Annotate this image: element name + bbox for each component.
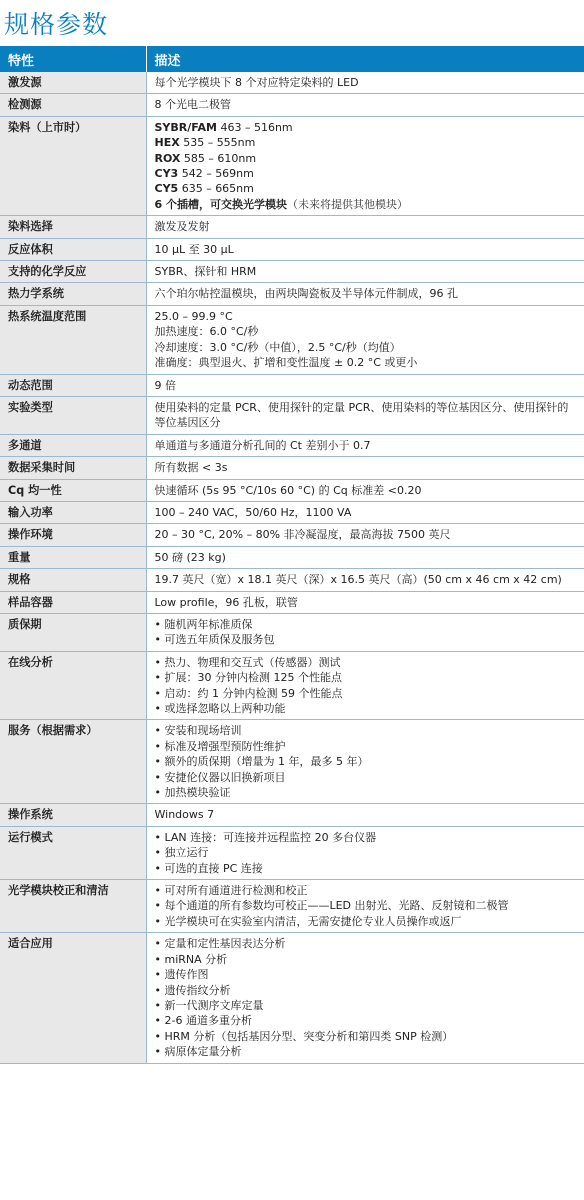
- table-row: [0, 933, 584, 1063]
- table-row: [0, 238, 584, 260]
- spec-description-line: • 额外的质保期（增量为 1 年，最多 5 年）: [154, 755, 369, 769]
- spec-description-cell: [146, 501, 584, 523]
- spec-description-line: • 加热模块验证: [154, 786, 231, 800]
- spec-description-cell: [146, 479, 584, 501]
- dye-wavelength-range: 585 – 610nm: [180, 151, 257, 165]
- spec-description-line: Low profile，96 孔板，联管: [154, 595, 298, 609]
- spec-feature-cell: 适合应用: [0, 933, 146, 1063]
- spec-description-line: 50 磅 (23 kg): [154, 550, 226, 564]
- spec-description-line: 六个珀尔帖控温模块，由两块陶瓷板及半导体元件制成，96 孔: [154, 287, 458, 301]
- spec-description-cell: [146, 826, 584, 879]
- spec-description-line: 20 – 30 °C, 20% – 80% 非冷凝湿度，最高海拔 7500 英尺: [154, 528, 451, 542]
- dye-name: SYBR/FAM: [154, 120, 217, 134]
- spec-description-cell: [146, 72, 584, 94]
- spec-description-line: 准确度：典型退火、扩增和变性温度 ± 0.2 °C 或更小: [154, 356, 418, 370]
- spec-feature-cell: 多通道: [0, 434, 146, 456]
- spec-description-line: • 遗传作图: [154, 968, 209, 982]
- spec-description-line: • 2-6 通道多重分析: [154, 1014, 252, 1028]
- spec-description-cell: [146, 238, 584, 260]
- dye-line: [155, 120, 579, 135]
- spec-description-line: • 安捷伦仪器以旧换新项目: [154, 770, 286, 784]
- dye-wavelength-range: 542 – 569nm: [178, 167, 254, 181]
- table-row: [0, 434, 584, 456]
- table-row: [0, 591, 584, 613]
- spec-feature-cell: 规格: [0, 569, 146, 591]
- optical-module-note-bold: 6 个插槽，可交换光学模块: [154, 197, 287, 211]
- dye-wavelength-range: 463 – 516nm: [216, 120, 293, 134]
- table-row: [0, 374, 584, 396]
- spec-description-line: • 光学模块可在实验室内清洁，无需安捷伦专业人员操作或返厂: [154, 914, 462, 928]
- spec-description-line: • 可选五年质保及服务包: [154, 633, 275, 647]
- dye-name: HEX: [154, 136, 180, 150]
- spec-feature-cell: 支持的化学反应: [0, 261, 146, 283]
- spec-description-line: 8 个光电二极管: [154, 98, 231, 112]
- column-header-feature: 特性: [0, 46, 146, 72]
- spec-feature-cell: 激发源: [0, 72, 146, 94]
- spec-feature-cell: 运行模式: [0, 826, 146, 879]
- spec-description-line: • 每个通道的所有参数均可校正——LED 出射光、光路、反射镜和二极管: [154, 899, 509, 913]
- spec-description-cell: [146, 524, 584, 546]
- spec-feature-cell: 染料（上市时）: [0, 116, 146, 215]
- spec-description-line: • miRNA 分析: [154, 952, 228, 966]
- spec-feature-cell: Cq 均一性: [0, 479, 146, 501]
- optical-module-note: [155, 197, 579, 212]
- spec-feature-cell: 光学模块校正和清洁: [0, 880, 146, 933]
- spec-feature-cell: 染料选择: [0, 216, 146, 238]
- spec-description-line: • 启动：约 1 分钟内检测 59 个性能点: [154, 686, 343, 700]
- spec-description-line: 100 – 240 VAC，50/60 Hz，1100 VA: [154, 505, 352, 519]
- table-row: [0, 261, 584, 283]
- dye-line: [155, 135, 579, 150]
- spec-feature-cell: 反应体积: [0, 238, 146, 260]
- table-row: [0, 479, 584, 501]
- spec-description-line: • 可对所有通道进行检测和校正: [154, 884, 308, 898]
- spec-description-line: • 定量和定性基因表达分析: [154, 937, 286, 951]
- spec-description-cell: [146, 457, 584, 479]
- spec-feature-cell: 操作系统: [0, 804, 146, 826]
- spec-description-cell: [146, 216, 584, 238]
- table-row: [0, 72, 584, 94]
- spec-description-line: • 遗传指纹分析: [154, 983, 231, 997]
- spec-description-cell: [146, 804, 584, 826]
- spec-description-line: 快速循环 (5s 95 °C/10s 60 °C) 的 Cq 标准差 <0.20: [154, 483, 422, 497]
- table-row: [0, 804, 584, 826]
- table-row: [0, 457, 584, 479]
- spec-description-cell: [146, 396, 584, 434]
- dye-name: CY5: [154, 182, 179, 196]
- spec-description-cell: [146, 116, 584, 215]
- dye-line: [155, 181, 579, 196]
- dye-line: [155, 166, 579, 181]
- table-row: [0, 305, 584, 374]
- spec-description-cell: [146, 305, 584, 374]
- optical-module-note-text: （未来将提供其他模块）: [286, 197, 408, 211]
- spec-description-line: 冷却速度：3.0 °C/秒（中值），2.5 °C/秒（均值）: [154, 340, 401, 354]
- spec-description-cell: [146, 94, 584, 116]
- spec-description-line: 19.7 英尺（宽）x 18.1 英尺（深）x 16.5 英尺（高）(50 cm x 46 cm x 42 cm): [154, 573, 562, 587]
- spec-feature-cell: 输入功率: [0, 501, 146, 523]
- spec-description-line: 10 µL 至 30 µL: [154, 242, 234, 256]
- spec-description-line: • 独立运行: [154, 846, 209, 860]
- spec-feature-cell: 数据采集时间: [0, 457, 146, 479]
- dye-wavelength-range: 635 – 665nm: [178, 182, 254, 196]
- spec-description-cell: [146, 546, 584, 568]
- spec-description-cell: [146, 613, 584, 651]
- spec-description-line: Windows 7: [154, 808, 215, 822]
- table-row: [0, 216, 584, 238]
- table-row: [0, 94, 584, 116]
- spec-description-cell: [146, 434, 584, 456]
- spec-feature-cell: 检测源: [0, 94, 146, 116]
- spec-feature-cell: 在线分析: [0, 651, 146, 720]
- spec-description-line: • 可选的直接 PC 连接: [154, 861, 263, 875]
- spec-description-line: • 或选择忽略以上两种功能: [154, 702, 286, 715]
- dye-wavelength-range: 535 – 555nm: [179, 136, 256, 150]
- spec-description-line: • LAN 连接：可连接并远程监控 20 多台仪器: [154, 830, 377, 844]
- spec-description-cell: [146, 720, 584, 804]
- table-row: [0, 116, 584, 215]
- table-row: [0, 396, 584, 434]
- table-row: [0, 546, 584, 568]
- spec-description-line: • 扩展：30 分钟内检测 125 个性能点: [154, 671, 342, 685]
- table-row: [0, 283, 584, 305]
- spec-feature-cell: 重量: [0, 546, 146, 568]
- spec-description-line: 9 倍: [154, 378, 176, 392]
- table-header-row: [0, 46, 584, 72]
- spec-description-line: • 热力、物理和交互式（传感器）测试: [154, 655, 341, 669]
- dye-name: CY3: [154, 167, 179, 181]
- spec-feature-cell: 热力学系统: [0, 283, 146, 305]
- table-row: [0, 880, 584, 933]
- spec-description-cell: [146, 569, 584, 591]
- table-row: [0, 501, 584, 523]
- spec-feature-cell: 质保期: [0, 613, 146, 651]
- spec-description-line: • HRM 分析（包括基因分型、突变分析和第四类 SNP 检测）: [154, 1029, 454, 1043]
- dye-name: ROX: [154, 151, 181, 165]
- table-row: [0, 651, 584, 720]
- spec-description-cell: [146, 374, 584, 396]
- spec-description-cell: [146, 880, 584, 933]
- spec-description-line: • 随机两年标准质保: [154, 617, 253, 631]
- spec-feature-cell: 实验类型: [0, 396, 146, 434]
- spec-description-line: 激发及发射: [154, 220, 210, 234]
- spec-feature-cell: 操作环境: [0, 524, 146, 546]
- spec-feature-cell: 热系统温度范围: [0, 305, 146, 374]
- spec-description-cell: [146, 651, 584, 720]
- spec-description-cell: [146, 591, 584, 613]
- dye-line: [155, 151, 579, 166]
- spec-description-line: • 安装和现场培训: [154, 724, 242, 738]
- spec-feature-cell: 样品容器: [0, 591, 146, 613]
- spec-description-cell: [146, 261, 584, 283]
- spec-feature-cell: 动态范围: [0, 374, 146, 396]
- spec-description-cell: [146, 933, 584, 1063]
- page-title: 规格参数: [4, 10, 109, 39]
- table-row: [0, 720, 584, 804]
- column-header-description: 描述: [146, 46, 584, 72]
- spec-description-line: 每个光学模块下 8 个对应特定染料的 LED: [154, 76, 359, 89]
- spec-description-line: 加热速度：6.0 °C/秒: [154, 325, 259, 339]
- table-row: [0, 826, 584, 879]
- spec-description-cell: [146, 283, 584, 305]
- table-row: [0, 569, 584, 591]
- spec-description-line: SYBR、探针和 HRM: [154, 265, 257, 279]
- table-row: [0, 613, 584, 651]
- spec-description-line: 所有数据 < 3s: [154, 461, 228, 475]
- spec-description-line: 25.0 – 99.9 °C: [154, 309, 233, 323]
- spec-description-line: • 病原体定量分析: [154, 1045, 242, 1059]
- spec-description-line: • 新一代测序文库定量: [154, 998, 264, 1012]
- spec-description-line: • 标准及增强型预防性维护: [154, 739, 286, 753]
- spec-table: [0, 46, 584, 1064]
- spec-feature-cell: 服务（根据需求）: [0, 720, 146, 804]
- table-row: [0, 524, 584, 546]
- spec-description-line: 单通道与多通道分析孔间的 Ct 差别小于 0.7: [154, 438, 371, 452]
- spec-description-text: 使用染料的定量 PCR、使用探针的定量 PCR、使用染料的等位基因区分、使用探针的等位基因区分: [154, 400, 569, 430]
